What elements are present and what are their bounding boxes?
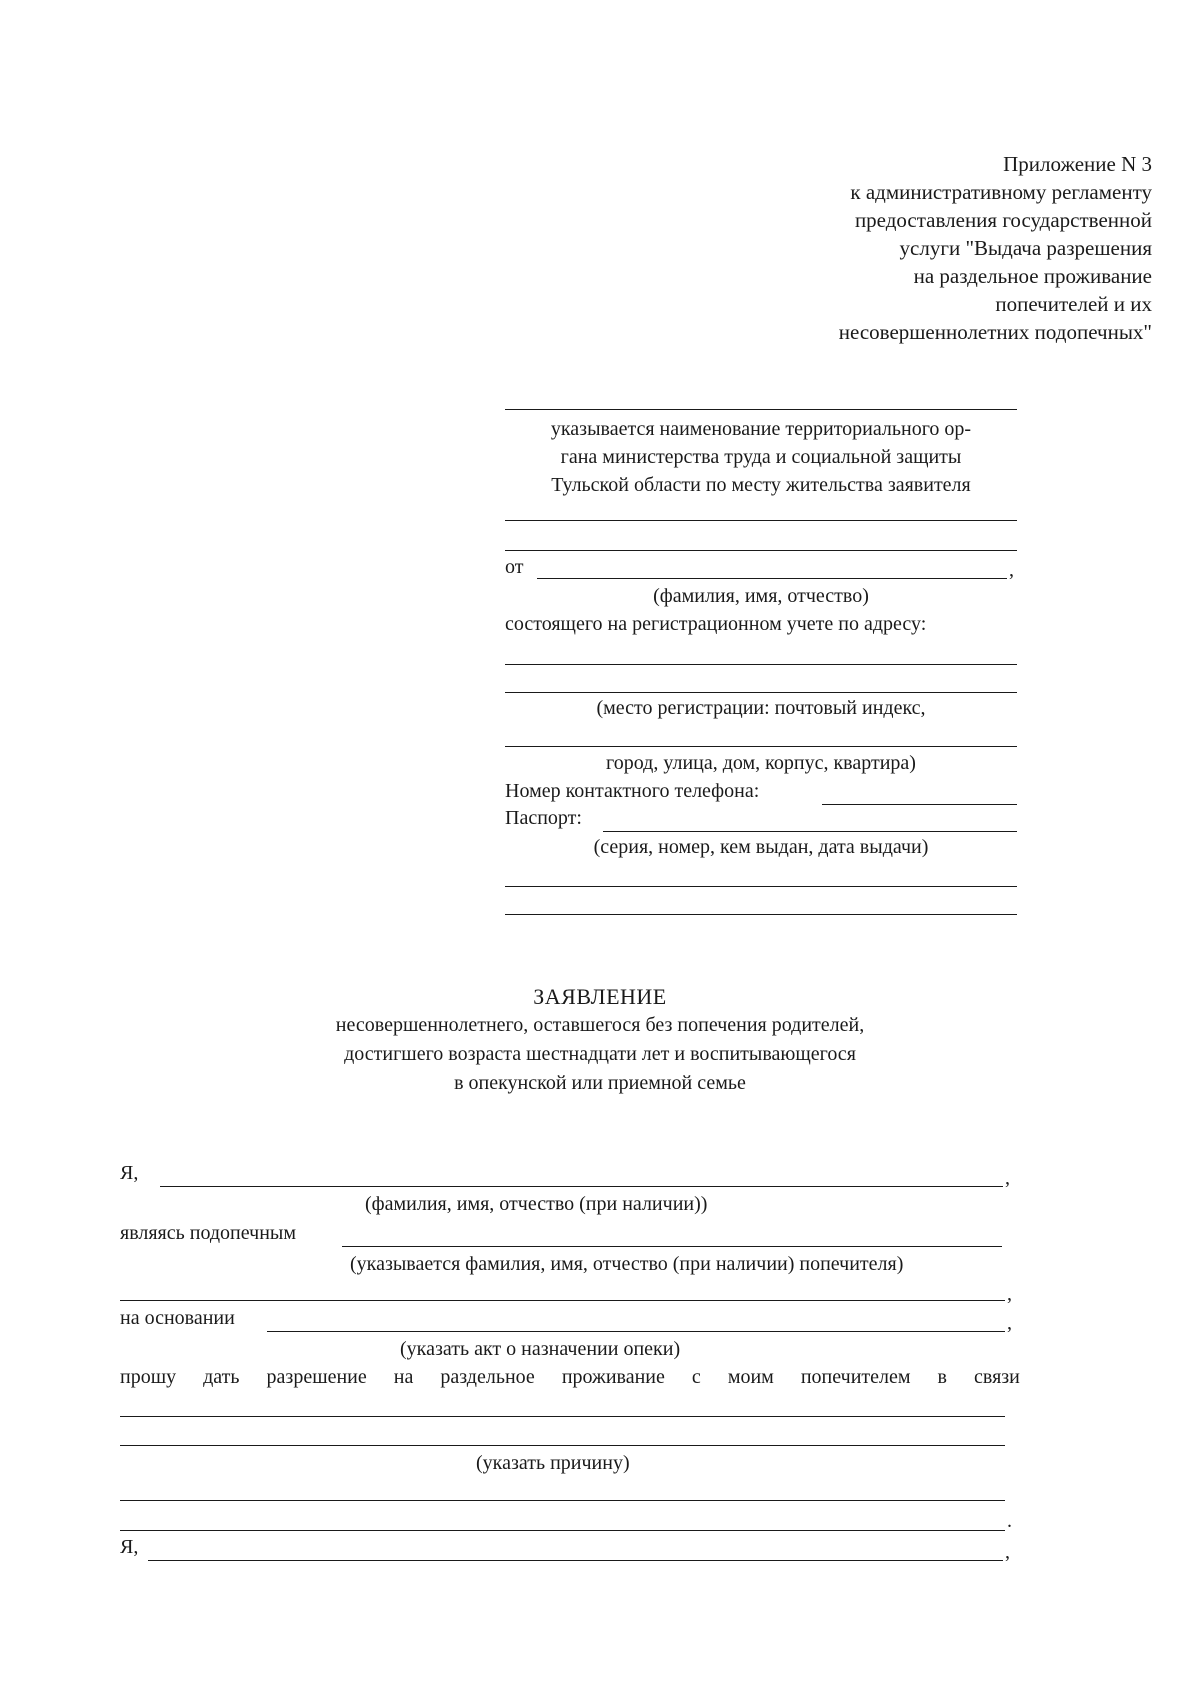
minor-fio-line[interactable] (160, 1186, 1003, 1187)
statement-subtitle: достигшего возраста шестнадцати лет и воспитывающегося (344, 1043, 856, 1065)
phone-label: Номер контактного телефона: (505, 780, 760, 802)
reason-line[interactable] (120, 1530, 1005, 1531)
basis-label: на основании (120, 1307, 235, 1329)
phone-line[interactable] (822, 804, 1017, 805)
passport-line[interactable] (505, 886, 1017, 887)
reason-line[interactable] (120, 1445, 1005, 1446)
appendix-line: несовершеннолетних подопечных" (838, 320, 1152, 344)
registration-line[interactable] (505, 746, 1017, 747)
comma: , (1007, 1312, 1012, 1334)
reason-hint: (указать причину) (476, 1452, 630, 1474)
i-label: Я, (120, 1162, 139, 1184)
passport-line[interactable] (505, 914, 1017, 915)
request-word: раздельное (440, 1366, 535, 1388)
request-word: разрешение (266, 1366, 367, 1388)
reason-line[interactable] (120, 1500, 1005, 1501)
minor-fio-line[interactable] (148, 1560, 1003, 1561)
appendix-line: Приложение N 3 (1003, 152, 1152, 176)
appendix-line: предоставления государственной (854, 208, 1152, 232)
reason-line[interactable] (120, 1416, 1005, 1417)
passport-hint: (серия, номер, кем выдан, дата выдачи) (593, 836, 929, 858)
organ-hint-line: гана министерства труда и социальной защиты (560, 446, 962, 468)
organ-name-line[interactable] (505, 409, 1017, 410)
comma: , (1009, 559, 1014, 581)
appendix-line: на раздельное проживание (913, 264, 1152, 288)
fio-hint: (фамилия, имя, отчество (при наличии)) (365, 1193, 708, 1215)
registration-line[interactable] (505, 664, 1017, 665)
statement-subtitle: в опекунской или приемной семье (454, 1072, 746, 1094)
act-hint: (указать акт о назначении опеки) (400, 1338, 681, 1360)
request-word: попечителем (800, 1366, 911, 1388)
registration-hint: (место регистрации: почтовый индекс, (596, 697, 926, 719)
blank-line[interactable] (505, 550, 1017, 551)
appendix-line: услуги "Выдача разрешения (899, 236, 1152, 260)
request-word: связи (974, 1366, 1020, 1388)
registration-label: состоящего на регистрационном учете по адресу: (505, 613, 927, 635)
registration-hint: город, улица, дом, корпус, квартира) (606, 752, 916, 774)
request-line (120, 1366, 1020, 1389)
passport-label: Паспорт: (505, 807, 582, 829)
request-word: с (691, 1366, 701, 1388)
request-word: прошу (120, 1366, 177, 1388)
guardian-fio-line[interactable] (120, 1300, 1005, 1301)
basis-line[interactable] (267, 1331, 1005, 1332)
i-label: Я, (120, 1536, 139, 1558)
comma: , (1005, 1167, 1010, 1189)
appendix-header (839, 150, 1152, 346)
organ-hint-line: указывается наименование территориального ор- (550, 418, 972, 440)
request-word: проживание (561, 1366, 665, 1388)
period: . (1007, 1510, 1012, 1532)
request-word: в (937, 1366, 947, 1388)
guardian-hint: (указывается фамилия, имя, отчество (при наличии) попечителя) (350, 1253, 904, 1275)
organ-hint-line: Тульской области по месту жительства заявителя (551, 474, 971, 496)
statement-title: ЗАЯВЛЕНИЕ (533, 984, 667, 1009)
applicant-fio-line[interactable] (537, 578, 1007, 579)
comma: , (1005, 1541, 1010, 1563)
statement-subtitle: несовершеннолетнего, оставшегося без попечения родителей, (335, 1014, 865, 1036)
ward-label: являясь подопечным (120, 1222, 296, 1244)
fio-hint: (фамилия, имя, отчество) (653, 585, 869, 607)
blank-line[interactable] (505, 520, 1017, 521)
from-label: от (505, 556, 524, 578)
request-word: на (393, 1366, 414, 1388)
appendix-line: попечителей и их (995, 292, 1152, 316)
guardian-fio-line[interactable] (342, 1246, 1002, 1247)
comma: , (1007, 1283, 1012, 1305)
appendix-line: к административному регламенту (850, 180, 1152, 204)
request-word: моим (727, 1366, 774, 1388)
registration-line[interactable] (505, 692, 1017, 693)
passport-line[interactable] (603, 831, 1017, 832)
request-word: дать (203, 1366, 240, 1388)
